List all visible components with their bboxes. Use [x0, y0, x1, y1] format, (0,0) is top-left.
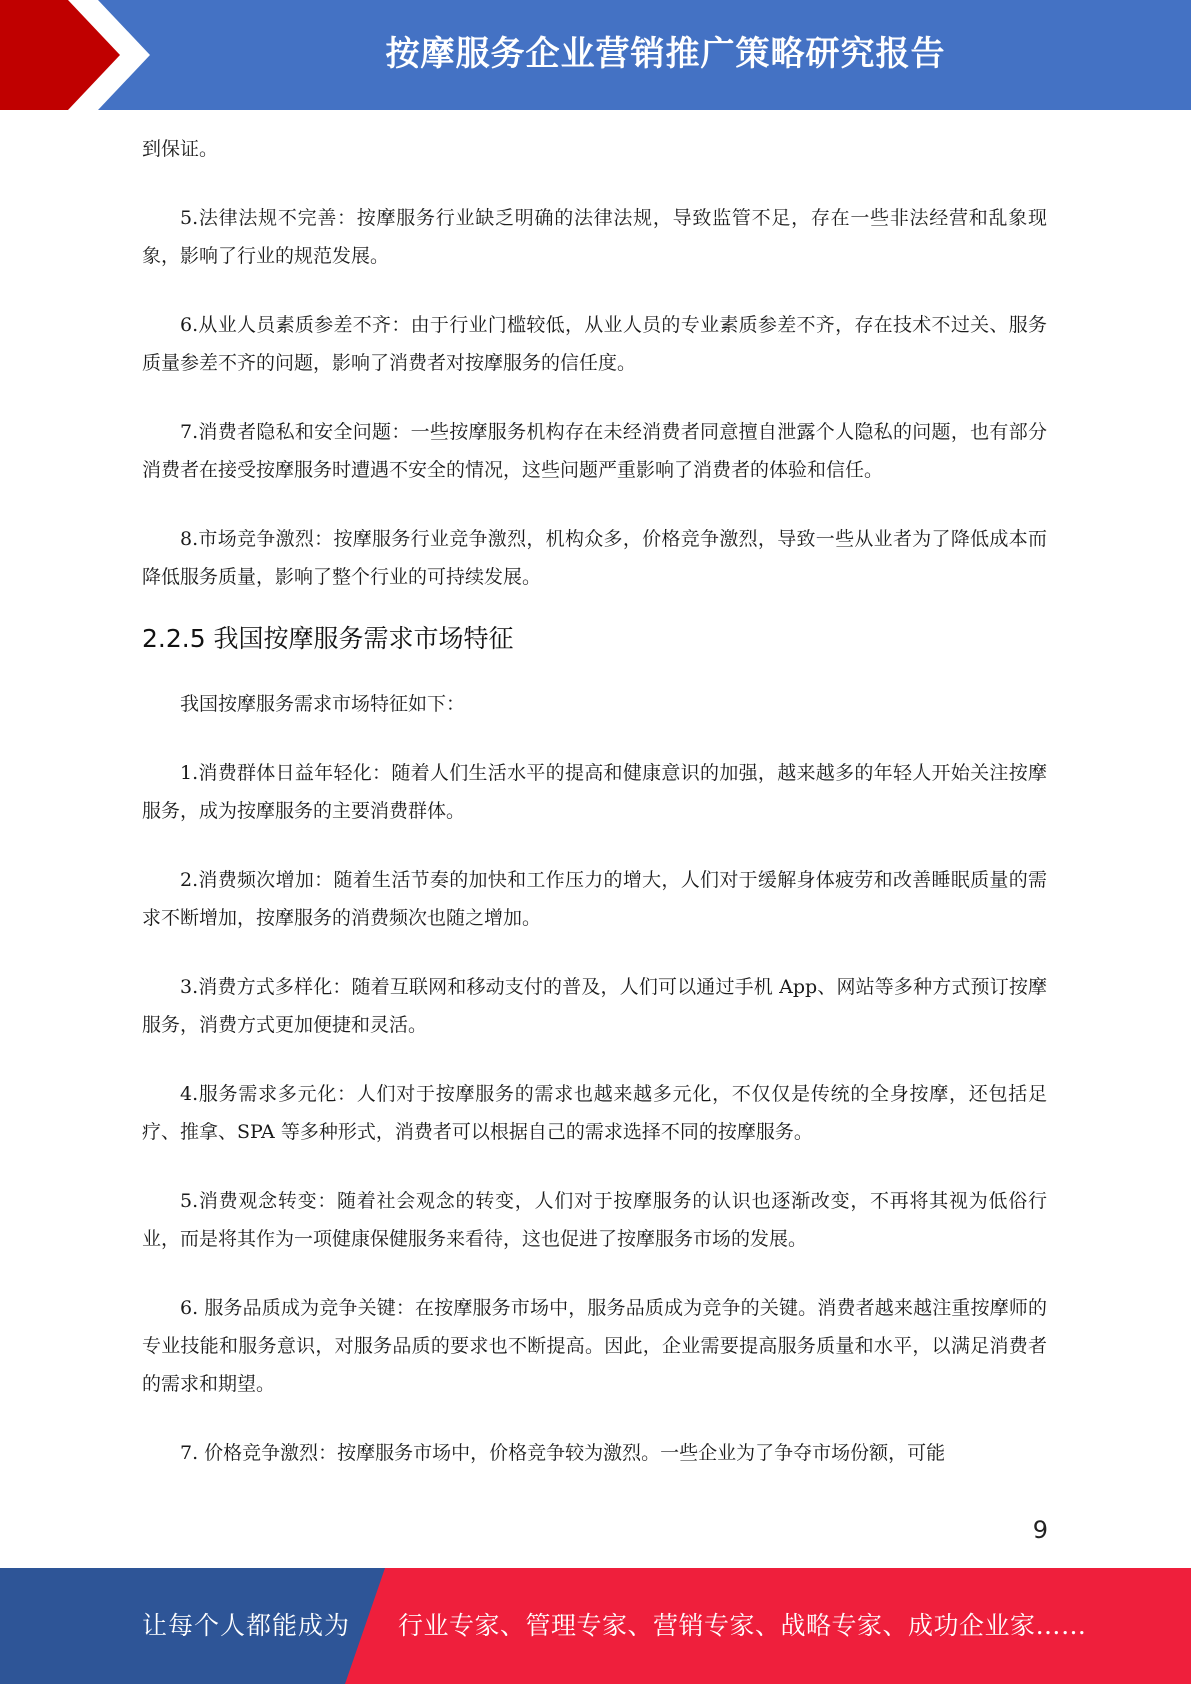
page-footer — [0, 1568, 1191, 1684]
header-chevron-decoration — [0, 0, 160, 110]
paragraph: 7. 价格竞争激烈：按摩服务市场中，价格竞争较为激烈。一些企业为了争夺市场份额，可能 — [180, 1442, 946, 1464]
section-heading: 2.2.5 我国按摩服务需求市场特征 — [142, 624, 514, 653]
paragraph: 3.消费方式多样化：随着互联网和移动支付的普及，人们可以通过手机 App、网站等多种方式预订按摩服务，消费方式更加便捷和灵活。 — [142, 976, 1047, 1036]
paragraph: 2.消费频次增加：随着生活节奏的加快和工作压力的增大，人们对于缓解身体疲劳和改善睡眠质量的需求不断增加，按摩服务的消费频次也随之增加。 — [142, 869, 1047, 929]
paragraph: 我国按摩服务需求市场特征如下： — [180, 693, 466, 715]
footer-slogan-right: 行业专家、管理专家、营销专家、战略专家、成功企业家…… — [398, 1611, 1087, 1640]
paragraph: 8.市场竞争激烈：按摩服务行业竞争激烈，机构众多，价格竞争激烈，导致一些从业者为了降低成本而降低服务质量，影响了整个行业的可持续发展。 — [142, 528, 1047, 588]
paragraph: 5.消费观念转变：随着社会观念的转变，人们对于按摩服务的认识也逐渐改变，不再将其视为低俗行业，而是将其作为一项健康保健服务来看待，这也促进了按摩服务市场的发展。 — [142, 1190, 1047, 1250]
paragraph: 6. 服务品质成为竞争关键：在按摩服务市场中，服务品质成为竞争的关键。消费者越来越注重按摩师的专业技能和服务意识，对服务品质的要求也不断提高。因此，企业需要提高服务质量和水平，以满足消费者的需求和期望。 — [142, 1297, 1047, 1395]
paragraph: 7.消费者隐私和安全问题：一些按摩服务机构存在未经消费者同意擅自泄露个人隐私的问题，也有部分消费者在接受按摩服务时遭遇不安全的情况，这些问题严重影响了消费者的体验和信任。 — [142, 421, 1047, 481]
footer-slogan-left: 让每个人都能成为 — [142, 1611, 351, 1640]
page-header — [0, 0, 1191, 110]
report-title: 按摩服务企业营销推广策略研究报告 — [385, 34, 946, 74]
page-content — [142, 130, 1047, 1503]
paragraph: 4.服务需求多元化：人们对于按摩服务的需求也越来越多元化，不仅仅是传统的全身按摩，还包括足疗、推拿、SPA 等多种形式，消费者可以根据自己的需求选择不同的按摩服务。 — [142, 1083, 1047, 1143]
paragraph: 1.消费群体日益年轻化：随着人们生活水平的提高和健康意识的加强，越来越多的年轻人开始关注按摩服务，成为按摩服务的主要消费群体。 — [142, 762, 1047, 822]
paragraph: 5.法律法规不完善：按摩服务行业缺乏明确的法律法规，导致监管不足，存在一些非法经营和乱象现象，影响了行业的规范发展。 — [142, 207, 1047, 267]
paragraph: 到保证。 — [142, 138, 219, 160]
paragraph: 6.从业人员素质参差不齐：由于行业门槛较低，从业人员的专业素质参差不齐，存在技术不过关、服务质量参差不齐的问题，影响了消费者对按摩服务的信任度。 — [142, 314, 1047, 374]
page-number: 9 — [1032, 1516, 1048, 1544]
